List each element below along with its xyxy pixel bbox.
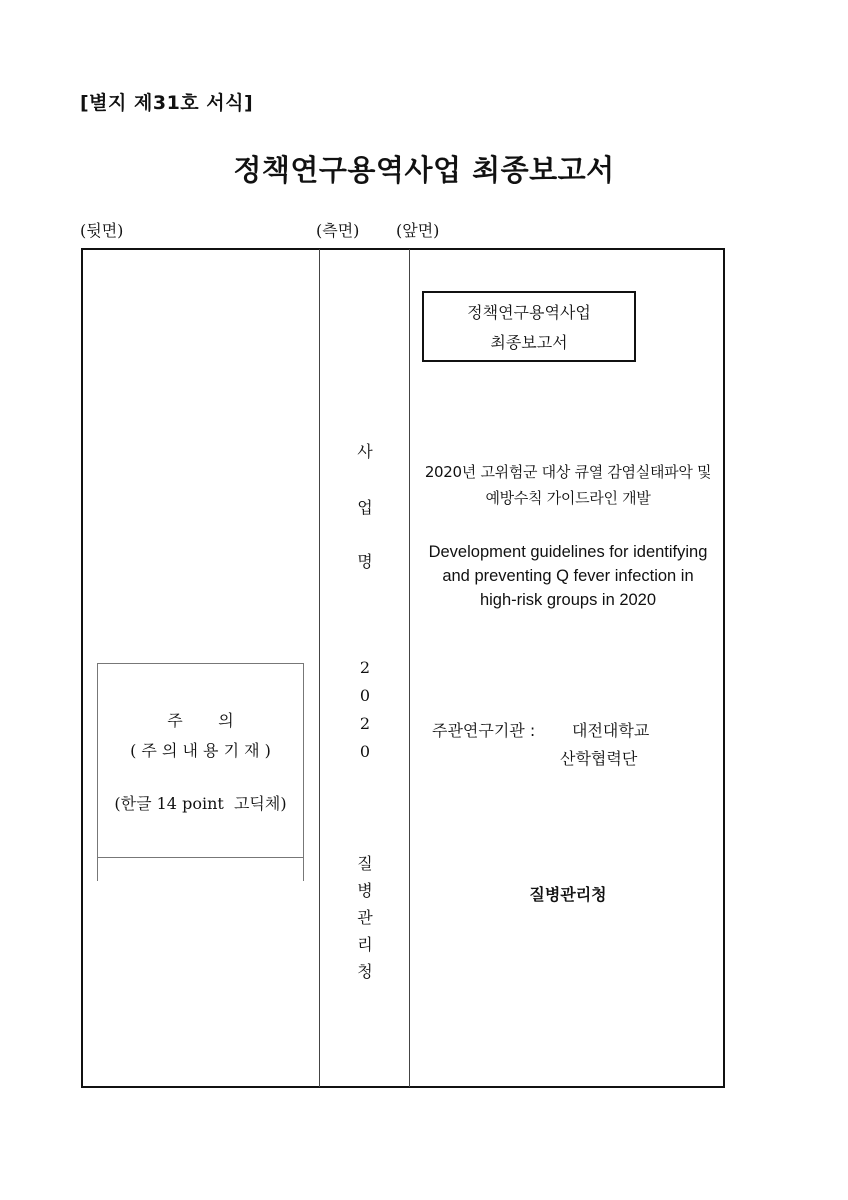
notice-box-left-border: [97, 663, 98, 881]
front-agency-name: 질병관리청: [529, 885, 607, 904]
spine-agency-char: 질: [357, 854, 373, 873]
project-title-english: [410, 540, 726, 612]
notice-box-divider: [97, 857, 304, 858]
project-title-korean-line1: 2020년 고위험군 대상 큐열 감염실태파악 및: [424, 463, 712, 481]
spine-agency-char: 병: [357, 881, 373, 900]
spine-side-label: (측면): [316, 221, 360, 240]
spine-project-char: 사: [357, 442, 373, 461]
back-side-label: (뒷면): [80, 221, 124, 240]
project-title-english-line3: high-risk groups in 2020: [479, 591, 657, 609]
notice-box-top-border: [97, 663, 304, 664]
institution-name-line2: 산학협력단: [560, 749, 638, 768]
project-title-korean-line2: 예방수칙 가이드라인 개발: [485, 489, 651, 507]
spine-year-digit: 2: [359, 658, 371, 677]
spine-year-digit: 0: [359, 742, 371, 761]
institution-name-line1: 대전대학교: [572, 721, 650, 740]
notice-font-spec: (한글 14 point 고딕체): [114, 794, 287, 813]
project-title-english-line1: Development guidelines for identifying: [428, 543, 708, 561]
cover-title-line2: 최종보고서: [490, 333, 568, 352]
spine-agency-char: 리: [357, 935, 373, 954]
page-title: 정책연구용역사업 최종보고서: [233, 153, 615, 187]
spine-project-char: 업: [357, 498, 373, 517]
cover-title-box: [422, 291, 636, 362]
institution-label: 주관연구기관 :: [432, 721, 536, 740]
notice-description: ( 주 의 내 용 기 재 ): [130, 741, 271, 760]
spine-project-char: 명: [357, 552, 373, 571]
spine-agency-char: 관: [357, 908, 373, 927]
form-label: [별지 제31호 서식]: [80, 92, 254, 114]
project-title-english-line2: and preventing Q fever infection in: [442, 567, 694, 585]
front-side-label: (앞면): [396, 221, 440, 240]
project-title-korean: [410, 459, 726, 511]
notice-box-right-border: [303, 663, 304, 881]
cover-title-line1: 정책연구용역사업: [467, 303, 591, 322]
spine-agency-char: 청: [357, 962, 373, 981]
spine-year-digit: 0: [359, 686, 371, 705]
notice-title: 주 의: [167, 711, 234, 730]
spine-year-digit: 2: [359, 714, 371, 733]
